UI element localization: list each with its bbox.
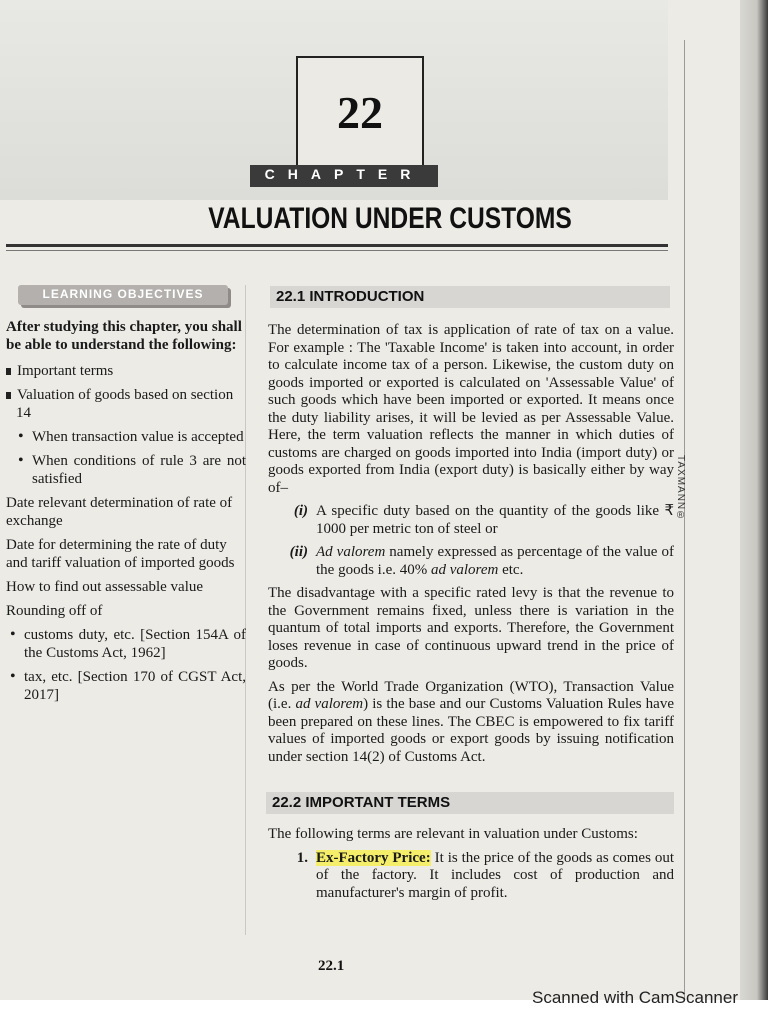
section-heading-band	[266, 792, 674, 814]
term-definition: It is the price of the goods as comes out of the factory. It includes cost of production and manufacturer's margin of profit.	[316, 849, 674, 901]
objective-item: Date for determining the rate of duty and tariff valuation of imported goods	[6, 537, 235, 571]
page-edge	[740, 0, 768, 1000]
objective-item: • When transaction value is accepted	[14, 428, 246, 446]
objective-item: How to find out assessable value	[6, 579, 204, 595]
item-text: A specific duty based on the quantity of the goods like ₹ 1000 per metric ton of steel or	[316, 503, 674, 537]
objective-item	[6, 362, 246, 380]
objective-item: Date relevant determination of rate of exchange	[6, 495, 233, 529]
chapter-number: 22	[337, 87, 383, 138]
important-terms-section	[268, 826, 674, 908]
chapter-title: VALUATION UNDER CUSTOMS	[208, 202, 572, 235]
term-number: 1.	[296, 849, 308, 866]
wto-text-b: ) is the base and our Customs Valuation Rules have been prepared on these lines. The CBEC is empowered to fix tariff values of imported goods or export goods by issuing notification under section 14(2) of Customs Act.	[268, 696, 674, 765]
term-item	[268, 850, 674, 903]
introduction-section	[268, 322, 674, 772]
objectives-intro: After studying this chapter, you shall be able to understand the following:	[6, 319, 242, 353]
objective-item: • customs duty, etc. [Section 154A of the Customs Act, 1962]	[6, 626, 246, 662]
square-bullet-icon	[6, 392, 11, 399]
item-text	[316, 544, 674, 579]
section-heading-band	[270, 286, 670, 308]
objective-text: Important terms	[17, 363, 114, 379]
disadvantage-paragraph: The disadvantage with a specific rated levy is that the revenue to the Government remains fixed, unless there is variation in the quantum of total imports and exports. Therefore, the Government loses revenue in case of continuous upward trend in the price of goods.	[268, 585, 674, 671]
chapter-label-bar	[250, 165, 438, 187]
page-number: 22.1	[318, 958, 345, 974]
objective-item: • tax, etc. [Section 170 of CGST Act, 2017]	[6, 668, 246, 704]
intro-paragraph: The determination of tax is application of rate of tax on a value. For example : The 'Taxable Income' is taken into account, in order to calculate income tax of a person. Likewise, the custom duty on goods imported or exported is calculated on 'Assessable Value' of such goods which have been imported or exported. It means once the duty liability arises, it will be levied as per Assessable Value. Here, the term valuation reflects the manner in which duties of customs are charged on goods imported into India (import duty) or goods exported from India (export duty) is basically either by way of–	[268, 322, 674, 496]
chapter-label: CHAPTER	[264, 166, 424, 182]
title-rule-thin	[6, 250, 668, 251]
wto-emphasis: ad valorem	[295, 696, 364, 712]
item-emphasis: Ad valorem	[316, 544, 386, 560]
item-number: (i)	[293, 503, 308, 519]
objective-item	[6, 386, 246, 422]
learning-objectives-label: LEARNING OBJECTIVES	[42, 287, 204, 301]
section-heading: 22.2 IMPORTANT TERMS	[272, 794, 451, 811]
publisher-mark: TAXMANN®	[675, 455, 686, 523]
objective-text: Valuation of goods based on section 14	[16, 387, 234, 421]
item-number: (ii)	[289, 544, 308, 560]
scanner-watermark: Scanned with CamScanner	[531, 988, 738, 1007]
wto-text-a: As per the World Trade Organization (WTO), Transaction Value (i.e.	[268, 678, 674, 712]
title-rule	[6, 244, 668, 247]
section-heading: 22.1 INTRODUCTION	[276, 288, 425, 305]
term-highlight: Ex-Factory Price:	[316, 849, 431, 866]
term-text	[316, 850, 674, 903]
objective-item: • When conditions of rule 3 are not satisfied	[14, 452, 246, 488]
square-bullet-icon	[6, 368, 11, 375]
list-item	[268, 544, 674, 579]
learning-objectives-list	[6, 318, 246, 710]
item-tail: etc.	[498, 561, 524, 578]
objective-item: Rounding off of	[6, 603, 103, 619]
terms-intro: The following terms are relevant in valuation under Customs:	[268, 826, 638, 842]
item-emphasis-2: ad valorem	[430, 561, 499, 578]
learning-objectives-badge	[18, 285, 228, 305]
list-item	[268, 503, 674, 538]
wto-paragraph	[268, 679, 674, 767]
chapter-number-box	[296, 56, 424, 178]
item-body: namely expressed as percentage of the value of the goods i.e. 40%	[316, 544, 674, 578]
